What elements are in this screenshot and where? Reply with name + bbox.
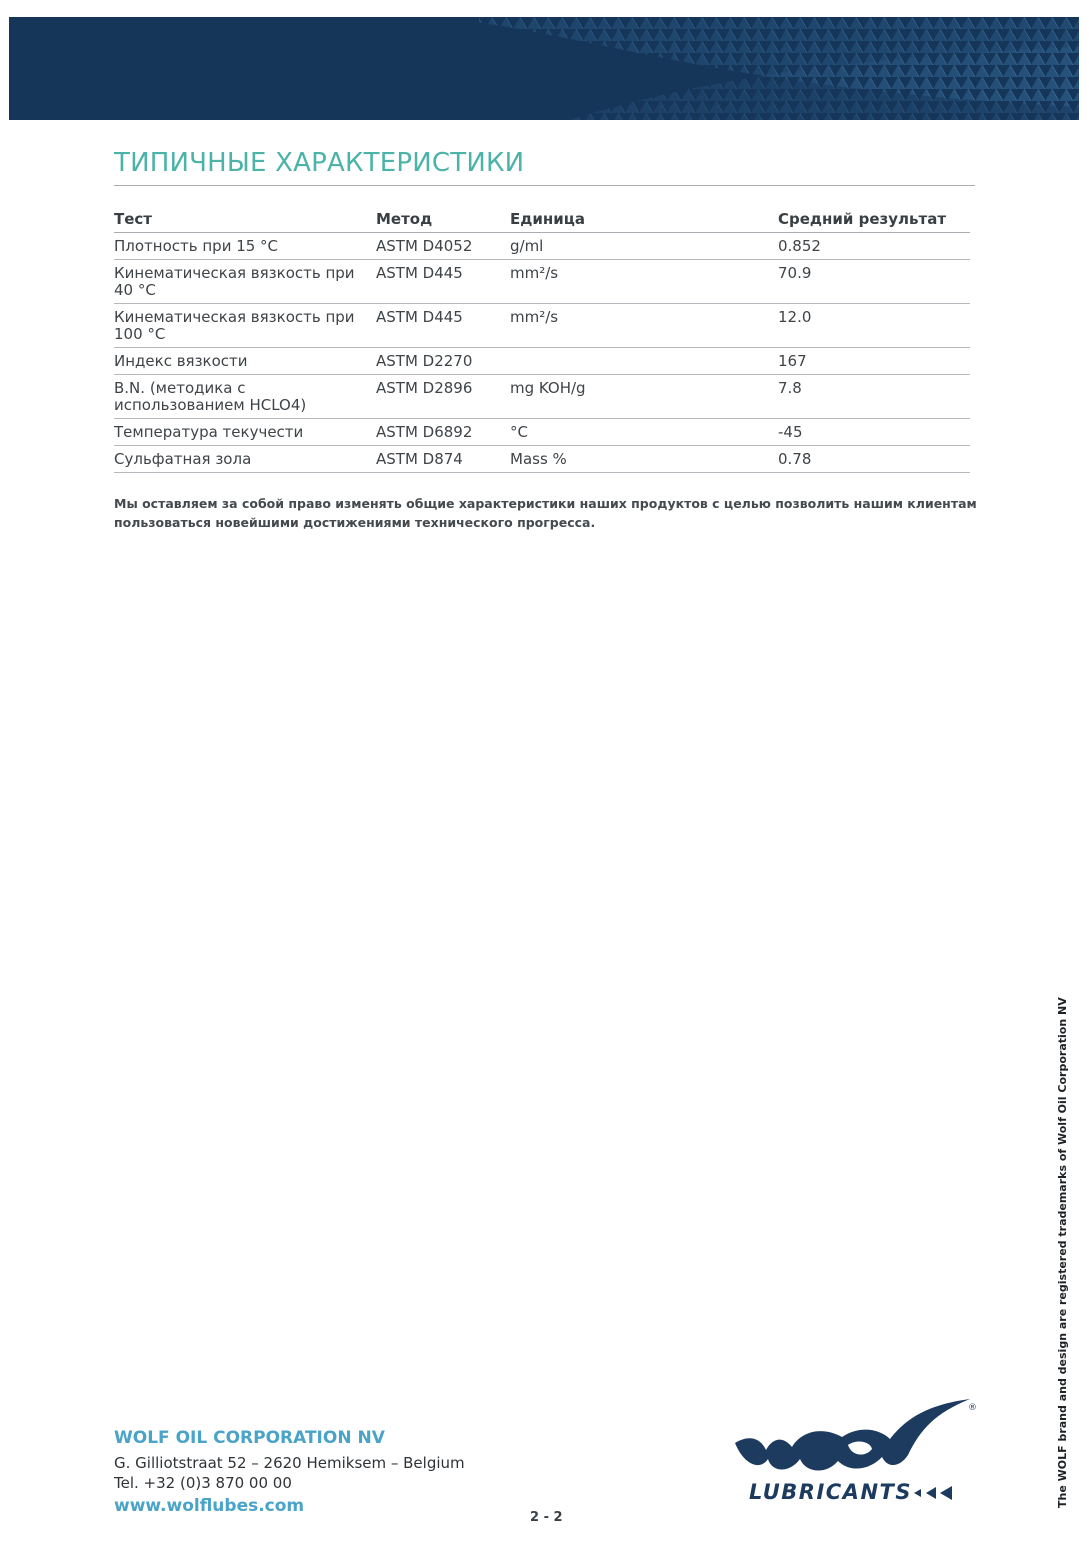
table-row (114, 260, 970, 304)
table-row (114, 375, 970, 419)
cell-method: ASTM D445 (376, 260, 510, 304)
cell-result: 12.0 (778, 304, 970, 348)
cell-method: ASTM D4052 (376, 233, 510, 260)
company-address: G. Gilliotstraat 52 – 2620 Hemiksem – Belgium (114, 1454, 465, 1472)
company-phone: Tel. +32 (0)3 870 00 00 (114, 1474, 292, 1492)
cell-method: ASTM D2270 (376, 348, 510, 375)
table-row (114, 446, 970, 473)
cell-result: 7.8 (778, 375, 970, 419)
cell-test: Сульфатная зола (114, 446, 376, 473)
cell-test: Кинематическая вязкость при 40 °C (114, 260, 376, 304)
banner-pattern (9, 17, 1079, 120)
cell-method: ASTM D874 (376, 446, 510, 473)
cell-result: -45 (778, 419, 970, 446)
table-row (114, 348, 970, 375)
cell-result: 70.9 (778, 260, 970, 304)
table-row (114, 233, 970, 260)
header-banner (9, 17, 1079, 120)
page-number: 2 - 2 (530, 1510, 563, 1525)
cell-test: Плотность при 15 °C (114, 233, 376, 260)
wolf-lubricants-logo (730, 1395, 980, 1515)
company-name: WOLF OIL CORPORATION NV (114, 1428, 385, 1448)
cell-method: ASTM D445 (376, 304, 510, 348)
cell-test: B.N. (методика с использованием HCLO4) (114, 375, 376, 419)
cell-unit: mg KOH/g (510, 375, 778, 419)
cell-result: 0.78 (778, 446, 970, 473)
cell-method: ASTM D6892 (376, 419, 510, 446)
header-unit: Единица (510, 206, 778, 233)
cell-unit: mm²/s (510, 260, 778, 304)
cell-unit: °C (510, 419, 778, 446)
cell-test: Кинематическая вязкость при 100 °C (114, 304, 376, 348)
header-method: Метод (376, 206, 510, 233)
cell-test: Индекс вязкости (114, 348, 376, 375)
wolf-wordmark-shape (735, 1399, 970, 1471)
cell-result: 167 (778, 348, 970, 375)
website-link[interactable]: www.wolflubes.com (114, 1496, 305, 1516)
header-result: Средний результат (778, 206, 970, 233)
cell-unit: g/ml (510, 233, 778, 260)
logo-arrows-icon (914, 1486, 952, 1500)
cell-unit: Mass % (510, 446, 778, 473)
header-test: Тест (114, 206, 376, 233)
section-title: ТИПИЧНЫЕ ХАРАКТЕРИСТИКИ (114, 148, 525, 178)
cell-unit (510, 348, 778, 375)
table-row (114, 419, 970, 446)
table-header-row (114, 206, 970, 233)
cell-method: ASTM D2896 (376, 375, 510, 419)
table-row (114, 304, 970, 348)
disclaimer-text: Мы оставляем за собой право изменять общие характеристики наших продуктов с целью позволить нашим клиентам пользоваться новейшими достижениями технического прогресса. (114, 496, 977, 530)
cell-result: 0.852 (778, 233, 970, 260)
cell-test: Температура текучести (114, 419, 376, 446)
trademark-text: The WOLF brand and design are registered trademarks of Wolf Oil Corporation NV (1056, 997, 1069, 1508)
title-divider (114, 185, 975, 186)
registered-mark: ® (968, 1403, 977, 1413)
characteristics-table (114, 206, 970, 473)
cell-unit: mm²/s (510, 304, 778, 348)
logo-tagline: LUBRICANTS (749, 1480, 912, 1504)
